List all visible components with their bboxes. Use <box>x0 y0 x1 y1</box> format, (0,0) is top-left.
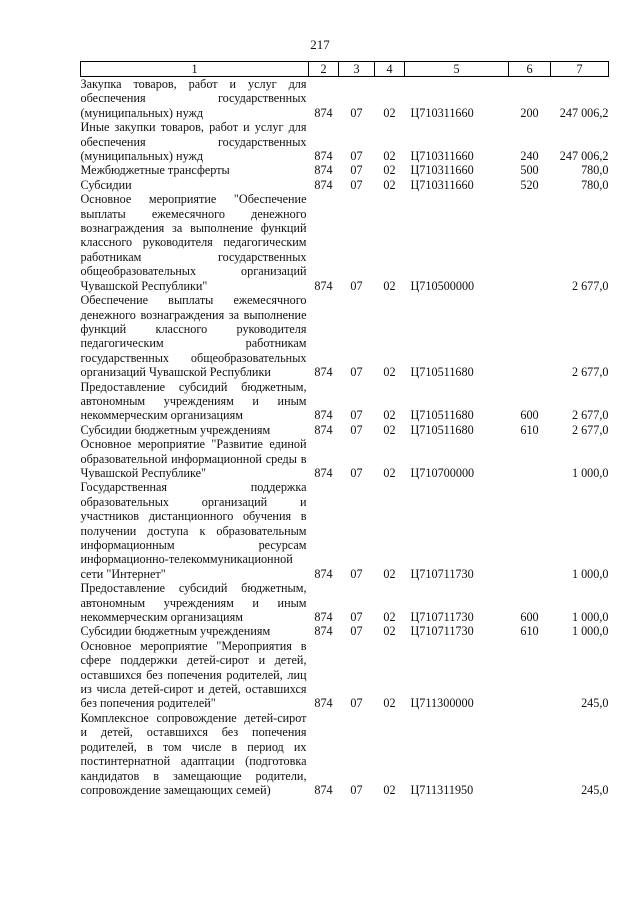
row-csr: Ц711300000 <box>410 696 474 711</box>
row-pr: 02 <box>383 624 396 639</box>
row-pr: 02 <box>383 163 396 178</box>
row-pr: 02 <box>383 278 396 293</box>
row-csr: Ц710511680 <box>410 422 474 437</box>
table-row <box>81 192 609 293</box>
row-rz: 07 <box>350 163 363 178</box>
table-row <box>81 437 609 480</box>
row-vr: 600 <box>520 408 539 423</box>
row-ved: 874 <box>314 365 333 380</box>
row-sum: 2 677,0 <box>571 408 609 423</box>
row-csr: Ц710311660 <box>410 177 474 192</box>
row-vr: 600 <box>520 610 539 625</box>
row-rz: 07 <box>350 149 363 164</box>
row-name: Субсидии бюджетным учреждениям <box>80 624 271 639</box>
row-rz: 07 <box>350 782 363 797</box>
column-header-1: 1 <box>81 62 309 77</box>
row-name: Межбюджетные трансферты <box>80 163 230 178</box>
row-sum: 1 000,0 <box>571 465 609 480</box>
row-ved: 874 <box>314 610 333 625</box>
table-row <box>81 380 609 423</box>
row-csr: Ц710700000 <box>410 465 475 480</box>
row-pr: 02 <box>383 177 396 192</box>
row-name: Субсидии <box>80 177 132 192</box>
row-sum: 247 006,2 <box>559 149 609 164</box>
row-ved: 874 <box>314 465 333 480</box>
row-rz: 07 <box>350 408 363 423</box>
row-ved: 874 <box>314 278 333 293</box>
row-vr: 610 <box>520 422 539 437</box>
row-rz: 07 <box>350 610 363 625</box>
row-sum: 2 677,0 <box>571 278 609 293</box>
row-rz: 07 <box>350 624 363 639</box>
row-csr: Ц710711730 <box>410 610 474 625</box>
column-header-6: 6 <box>509 62 551 77</box>
table-row <box>81 178 609 192</box>
row-ved: 874 <box>314 566 333 581</box>
row-pr: 02 <box>383 408 396 423</box>
row-rz: 07 <box>350 177 363 192</box>
row-name: Предоставление субсидий бюджетным, автономным учреждениям и иным некоммерческим организациям <box>80 379 307 423</box>
row-vr <box>509 711 551 797</box>
row-name: Комплексное сопровождение детей-сирот и детей, оставшихся без попечения родителей, в том числе в период их постинтернатной адаптации (подготовка кандидатов в замещающие родители, сопровождение замещающих семей) <box>80 710 307 797</box>
table-row <box>81 77 609 121</box>
row-pr: 02 <box>383 566 396 581</box>
row-vr <box>509 480 551 581</box>
table-row <box>81 639 609 711</box>
row-csr: Ц710711730 <box>410 624 474 639</box>
table-header <box>81 62 609 77</box>
row-sum: 245,0 <box>581 696 609 711</box>
row-name: Субсидии бюджетным учреждениям <box>80 422 271 437</box>
row-rz: 07 <box>350 105 363 120</box>
row-pr: 02 <box>383 365 396 380</box>
row-vr: 520 <box>520 177 539 192</box>
row-vr <box>509 293 551 379</box>
row-ved: 874 <box>314 624 333 639</box>
row-ved: 874 <box>314 696 333 711</box>
column-header-2: 2 <box>309 62 339 77</box>
row-name: Государственная поддержка образовательных организаций и участников дистанционного обучения в получении доступа к образовательным информационным ресурсам информационно-телекоммуникационной сети "Интернет" <box>80 480 307 581</box>
row-ved: 874 <box>314 422 333 437</box>
table-row <box>81 293 609 379</box>
row-csr: Ц710511680 <box>410 408 474 423</box>
row-vr <box>509 639 551 711</box>
row-ved: 874 <box>314 408 333 423</box>
row-pr: 02 <box>383 610 396 625</box>
row-csr: Ц710711730 <box>410 566 474 581</box>
table-row <box>81 120 609 163</box>
column-header-5: 5 <box>405 62 509 77</box>
row-csr: Ц711311950 <box>410 782 474 797</box>
table-row <box>81 624 609 638</box>
row-csr: Ц710511680 <box>410 365 474 380</box>
row-csr: Ц710500000 <box>410 278 475 293</box>
row-pr: 02 <box>383 465 396 480</box>
row-vr: 240 <box>520 149 539 164</box>
row-vr <box>509 192 551 293</box>
row-csr: Ц710311660 <box>410 163 474 178</box>
row-sum: 245,0 <box>581 782 609 797</box>
row-ved: 874 <box>314 177 333 192</box>
row-vr <box>509 437 551 480</box>
row-sum: 2 677,0 <box>571 422 609 437</box>
column-header-7: 7 <box>551 62 609 77</box>
row-name: Основное мероприятие "Обеспечение выплаты ежемесячного денежного вознаграждения за выполнение функций классного руководителя педагогическим работникам государственных общеобразовательных организаций Чувашской Республики" <box>80 192 307 293</box>
row-ved: 874 <box>314 149 333 164</box>
budget-table <box>80 61 609 797</box>
row-vr: 610 <box>520 624 539 639</box>
row-name: Обеспечение выплаты ежемесячного денежного вознаграждения за выполнение функций классного руководителя педагогическим работникам государственных общеобразовательных организаций Чувашской Республики <box>80 293 307 380</box>
row-sum: 1 000,0 <box>571 624 609 639</box>
table-row <box>81 711 609 797</box>
row-name: Основное мероприятие "Развитие единой образовательной информационной среды в Чувашской Республике" <box>80 437 307 480</box>
row-csr: Ц710311660 <box>410 105 474 120</box>
row-name: Иные закупки товаров, работ и услуг для обеспечения государственных (муниципальных) нужд <box>80 120 307 164</box>
row-sum: 1 000,0 <box>571 610 609 625</box>
row-name: Закупка товаров, работ и услуг для обеспечения государственных (муниципальных) нужд <box>80 77 307 120</box>
row-name: Основное мероприятие "Мероприятия в сфере поддержки детей-сирот и детей, оставшихся без попечения родителей, лиц из числа детей-сирот и детей, оставшихся без попечения родителей" <box>80 638 307 711</box>
row-pr: 02 <box>383 782 396 797</box>
row-sum: 247 006,2 <box>559 105 609 120</box>
row-pr: 02 <box>383 105 396 120</box>
row-ved: 874 <box>314 163 333 178</box>
row-rz: 07 <box>350 465 363 480</box>
column-header-3: 3 <box>339 62 375 77</box>
row-pr: 02 <box>383 149 396 164</box>
row-pr: 02 <box>383 696 396 711</box>
row-rz: 07 <box>350 422 363 437</box>
row-rz: 07 <box>350 365 363 380</box>
row-pr: 02 <box>383 422 396 437</box>
row-sum: 1 000,0 <box>571 566 609 581</box>
table-row <box>81 163 609 177</box>
row-rz: 07 <box>350 696 363 711</box>
header-row <box>81 62 609 77</box>
table-row <box>81 480 609 581</box>
page-number: 217 <box>310 37 330 52</box>
row-rz: 07 <box>350 566 363 581</box>
table-row <box>81 581 609 624</box>
column-header-4: 4 <box>375 62 405 77</box>
row-ved: 874 <box>314 105 333 120</box>
table-row <box>81 423 609 437</box>
row-rz: 07 <box>350 278 363 293</box>
row-vr: 500 <box>520 163 539 178</box>
row-name: Предоставление субсидий бюджетным, автономным учреждениям и иным некоммерческим организациям <box>80 581 307 625</box>
row-sum: 2 677,0 <box>571 365 609 380</box>
row-vr: 200 <box>520 105 539 120</box>
row-sum: 780,0 <box>581 177 609 192</box>
table-body <box>81 77 609 798</box>
row-ved: 874 <box>314 782 333 797</box>
row-csr: Ц710311660 <box>410 149 474 164</box>
row-sum: 780,0 <box>581 163 609 178</box>
